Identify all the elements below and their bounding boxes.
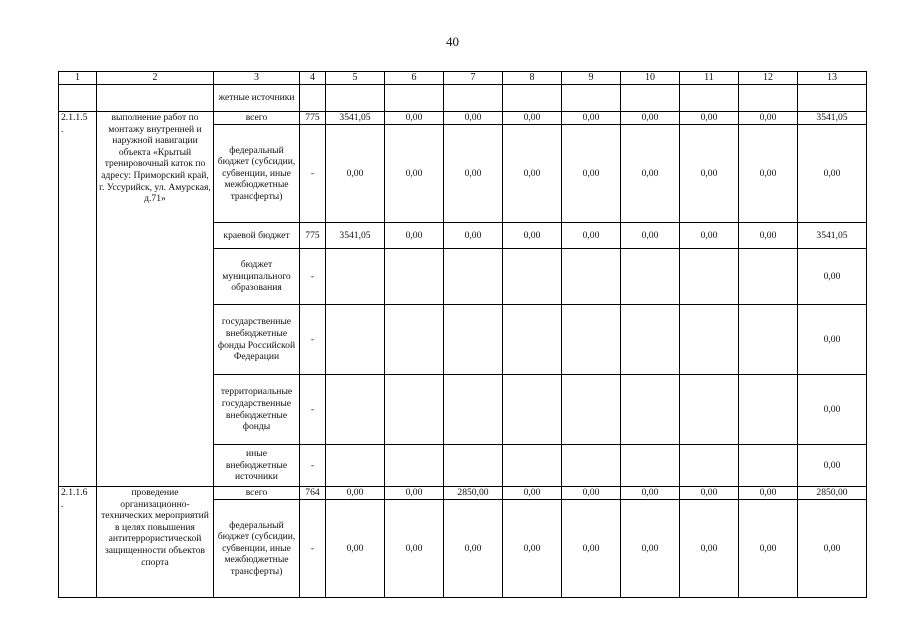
value-cell [680,249,739,305]
value-cell: 0,00 [444,125,503,223]
value-cell [385,375,444,445]
value-cell: 3541,05 [798,112,867,125]
budget-table [58,71,867,598]
value-cell: 0,00 [385,500,444,598]
value-cell: 0,00 [680,223,739,249]
value-cell: 3541,05 [326,223,385,249]
value-cell [385,249,444,305]
value-cell: 0,00 [385,487,444,500]
value-cell [562,375,621,445]
source-cell: всего [214,112,300,125]
value-cell: 0,00 [444,500,503,598]
header-cell: 10 [621,72,680,85]
value-cell: 0,00 [326,125,385,223]
value-cell [444,445,503,487]
value-cell: 0,00 [798,125,867,223]
value-cell [503,375,562,445]
value-cell: 0,00 [680,112,739,125]
value-cell: 2850,00 [444,487,503,500]
value-cell: 3541,05 [326,112,385,125]
table-cell [326,85,385,112]
value-cell: 0,00 [503,112,562,125]
value-cell: 0,00 [621,500,680,598]
value-cell [739,305,798,375]
value-cell: 0,00 [444,223,503,249]
value-cell: 0,00 [326,487,385,500]
header-cell: 4 [300,72,326,85]
header-cell: 13 [798,72,867,85]
value-cell [444,305,503,375]
header-cell: 3 [214,72,300,85]
table-row [59,112,867,125]
value-cell: 3541,05 [798,223,867,249]
value-cell: 0,00 [562,112,621,125]
value-cell: 0,00 [739,487,798,500]
value-cell [680,375,739,445]
table-body [59,72,867,598]
header-cell: 5 [326,72,385,85]
value-cell [326,249,385,305]
table-cell [621,85,680,112]
table-cell [300,85,326,112]
value-cell: 0,00 [621,112,680,125]
code-cell: - [300,445,326,487]
table-cell [385,85,444,112]
source-cell: федеральный бюджет (субсидии, субвенции, иные межбюджетные трансферты) [214,500,300,598]
value-cell [503,305,562,375]
header-cell: 6 [385,72,444,85]
item-code-cell [59,112,97,487]
header-cell: 1 [59,72,97,85]
header-cell: 9 [562,72,621,85]
value-cell [739,375,798,445]
source-cell: краевой бюджет [214,223,300,249]
value-cell: 0,00 [503,125,562,223]
table-cell [680,85,739,112]
code-cell: - [300,249,326,305]
value-cell [680,305,739,375]
value-cell [621,305,680,375]
item-code: 2.1.1.6 [61,487,88,498]
table-row [59,487,867,500]
source-cell: иные внебюджетные источники [214,445,300,487]
value-cell [621,249,680,305]
value-cell [621,375,680,445]
value-cell: 0,00 [385,112,444,125]
value-cell: 0,00 [503,223,562,249]
value-cell: 0,00 [798,375,867,445]
value-cell [503,249,562,305]
table-cell [444,85,503,112]
value-cell: 0,00 [739,112,798,125]
value-cell [562,249,621,305]
value-cell: 0,00 [562,487,621,500]
value-cell [680,445,739,487]
value-cell: 0,00 [739,500,798,598]
item-code-dot: . [61,123,64,135]
value-cell: 0,00 [680,500,739,598]
code-cell: 775 [300,112,326,125]
source-cell: жетные источники [214,85,300,112]
source-cell: федеральный бюджет (субсидии, субвенции, иные межбюджетные трансферты) [214,125,300,223]
value-cell [444,375,503,445]
value-cell [326,305,385,375]
code-cell: - [300,305,326,375]
value-cell: 0,00 [680,125,739,223]
value-cell: 0,00 [621,125,680,223]
value-cell: 0,00 [503,500,562,598]
table-cell [503,85,562,112]
value-cell: 2850,00 [798,487,867,500]
value-cell: 0,00 [444,112,503,125]
value-cell: 0,00 [385,223,444,249]
value-cell [444,249,503,305]
table-cell [798,85,867,112]
value-cell [739,249,798,305]
table-cell [59,85,97,112]
source-cell: бюджет муниципального образования [214,249,300,305]
item-code-cell [59,487,97,598]
header-row [59,72,867,85]
value-cell [562,445,621,487]
header-cell: 11 [680,72,739,85]
value-cell: 0,00 [798,445,867,487]
value-cell [326,375,385,445]
value-cell [621,445,680,487]
code-cell: - [300,375,326,445]
value-cell [503,445,562,487]
value-cell [326,445,385,487]
value-cell: 0,00 [562,223,621,249]
table-cell [97,85,214,112]
table-cell [562,85,621,112]
value-cell: 0,00 [680,487,739,500]
value-cell [562,305,621,375]
header-cell: 12 [739,72,798,85]
header-cell: 7 [444,72,503,85]
value-cell: 0,00 [326,500,385,598]
source-cell: государственные внебюджетные фонды Российской Федерации [214,305,300,375]
value-cell: 0,00 [798,500,867,598]
value-cell: 0,00 [739,125,798,223]
code-cell: 775 [300,223,326,249]
code-cell: - [300,125,326,223]
value-cell: 0,00 [739,223,798,249]
header-cell: 2 [97,72,214,85]
value-cell: 0,00 [503,487,562,500]
page-number: 40 [446,34,459,49]
table-cell [739,85,798,112]
source-cell: территориальные государственные внебюджетные фонды [214,375,300,445]
code-cell: 764 [300,487,326,500]
value-cell: 0,00 [621,487,680,500]
value-cell: 0,00 [798,249,867,305]
header-cell: 8 [503,72,562,85]
item-name-cell: выполнение работ по монтажу внутренней и наружной навигации объекта «Крытый тренировочный каток по адресу: Приморский край, г. Уссурийск, ул. Амурская, д.71» [97,112,214,487]
value-cell: 0,00 [798,305,867,375]
value-cell: 0,00 [562,500,621,598]
item-code: 2.1.1.5 [61,112,88,123]
item-name-cell: проведение организационно-технических мероприятий в целях повышения антитеррористической защищенности объектов спорта [97,487,214,598]
value-cell [385,305,444,375]
code-cell: - [300,500,326,598]
value-cell: 0,00 [621,223,680,249]
value-cell: 0,00 [562,125,621,223]
value-cell: 0,00 [385,125,444,223]
source-cell: всего [214,487,300,500]
item-code-dot: . [61,498,64,510]
table-row [59,85,867,112]
value-cell [739,445,798,487]
value-cell [385,445,444,487]
